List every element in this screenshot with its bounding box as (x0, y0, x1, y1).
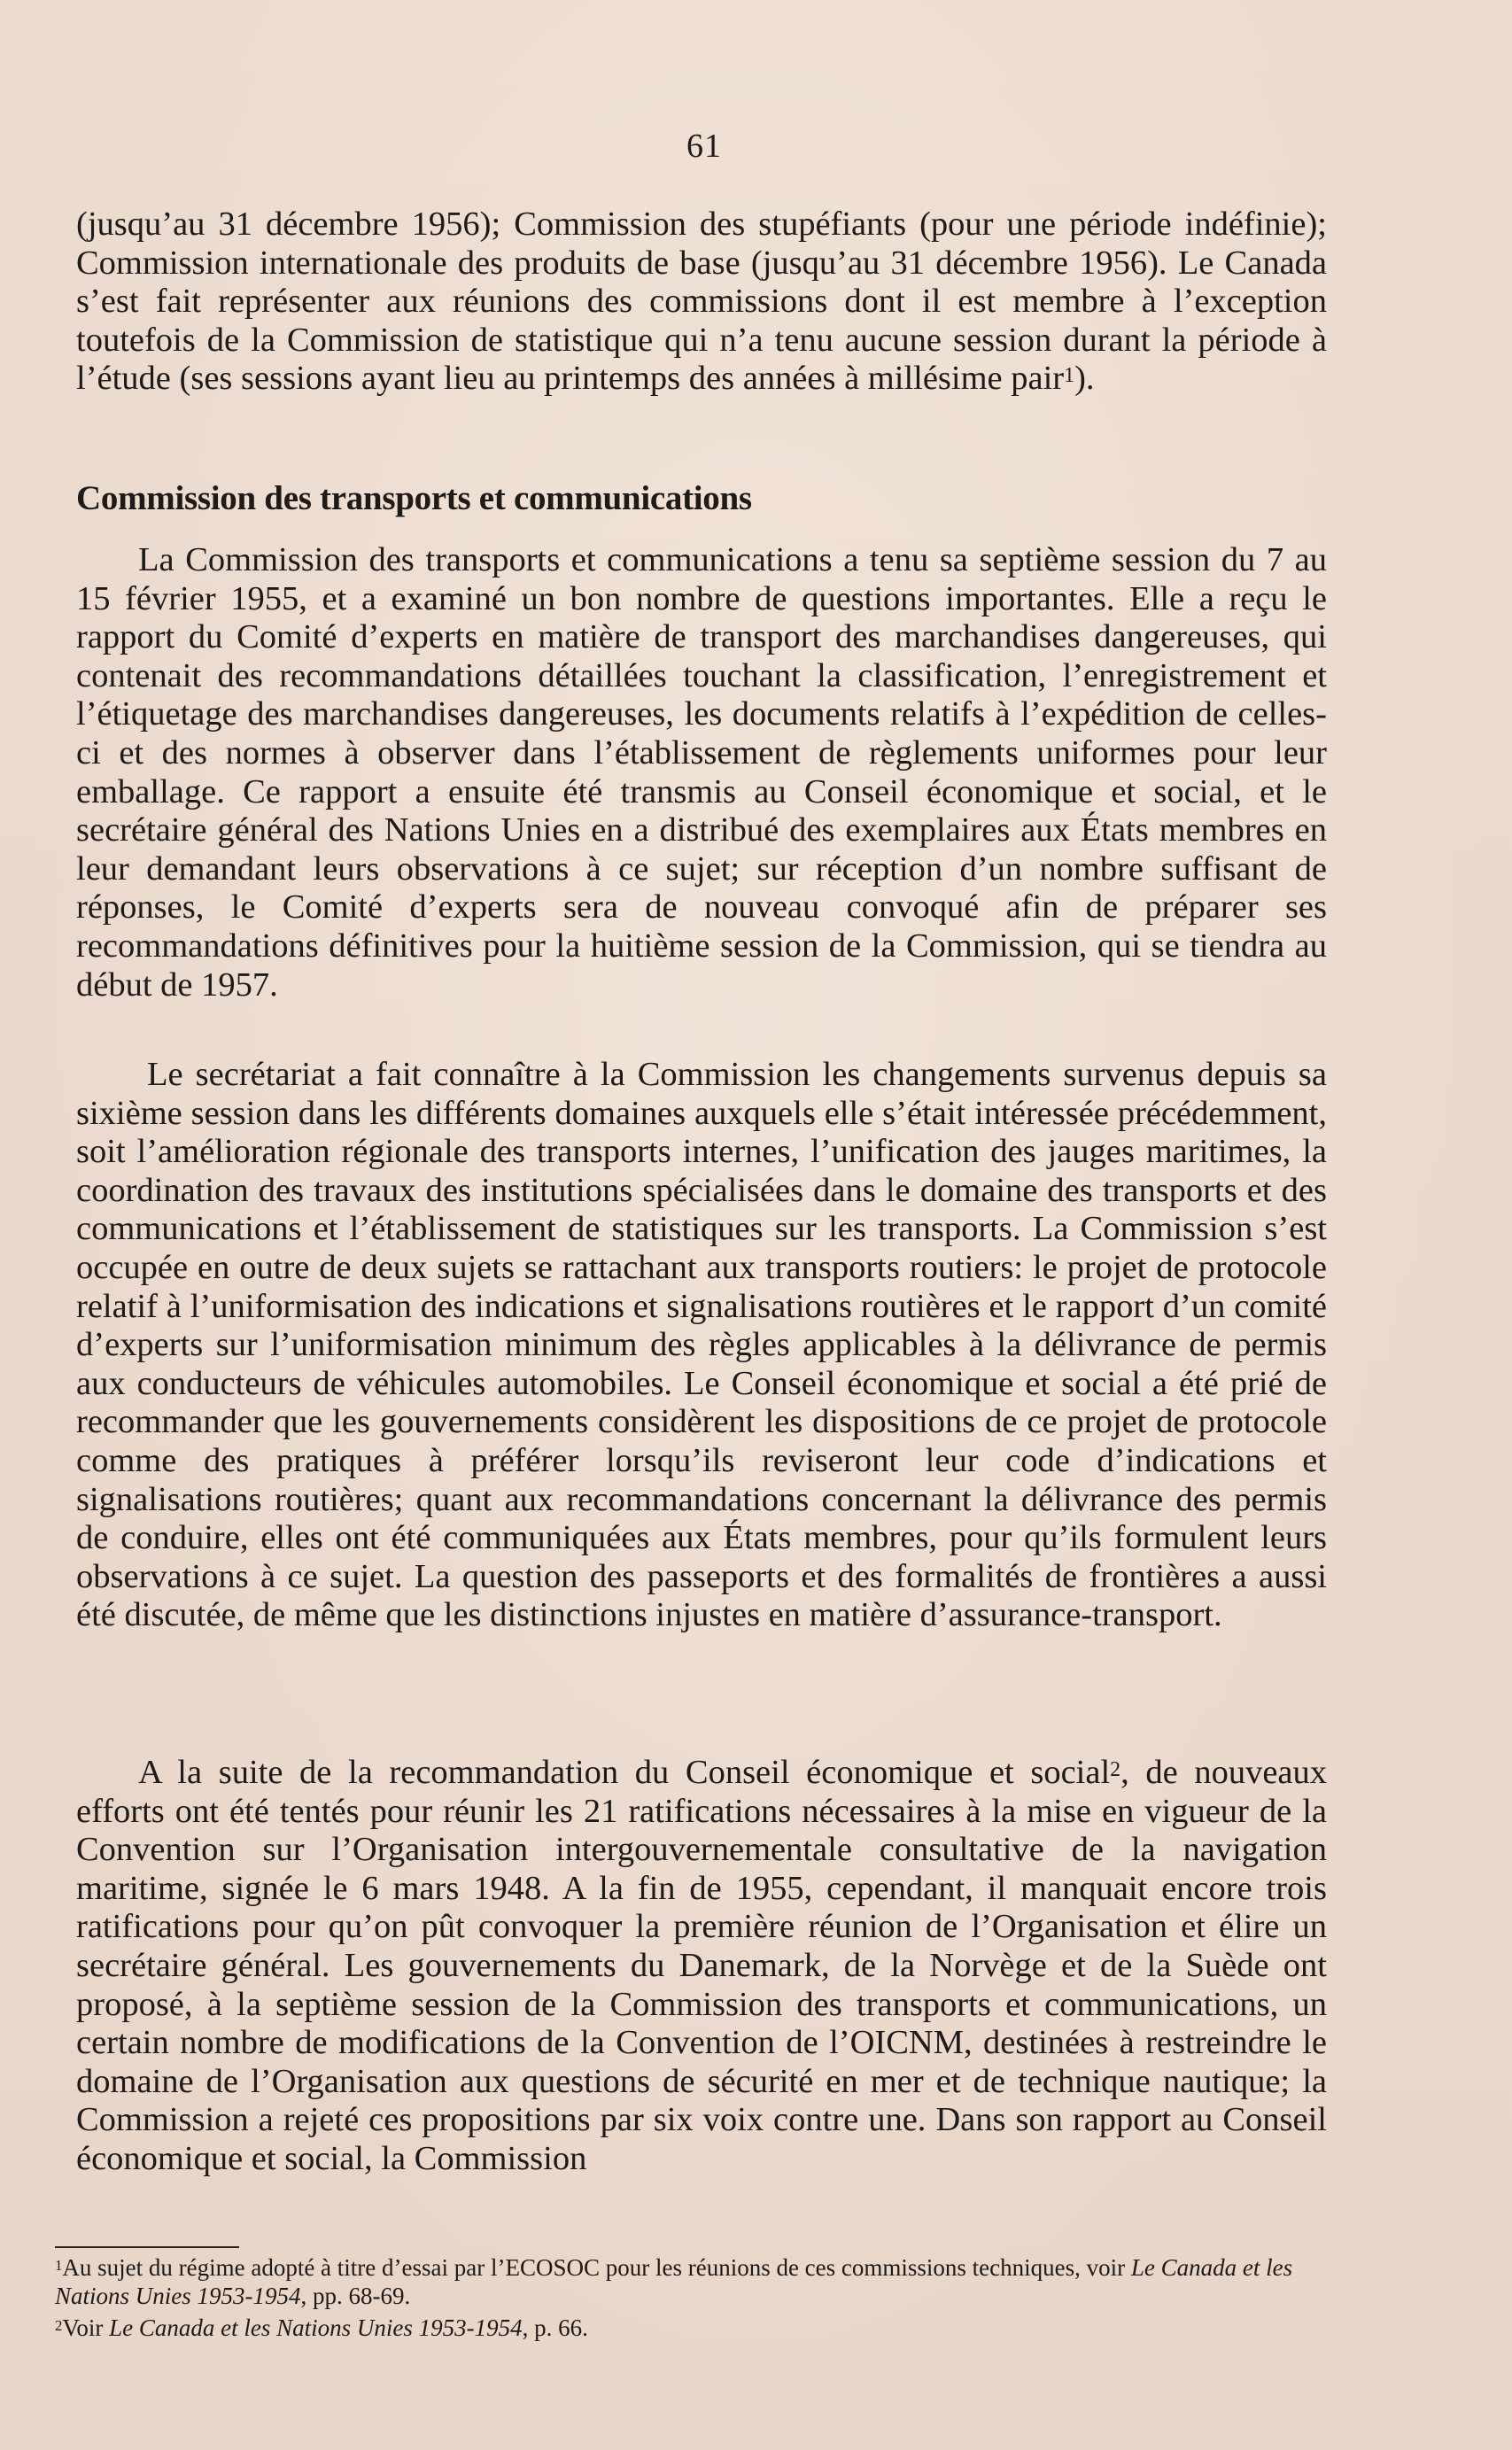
footnote-1-marker: 1 (55, 2257, 63, 2275)
paragraph-3-text (76, 1754, 1327, 2179)
footnote-2 (55, 2314, 1330, 2342)
footnote-2-text-after: , p. 66. (522, 2314, 588, 2341)
footnote-2-source: Le Canada et les Nations Unies 1953-1954 (109, 2314, 523, 2341)
footnotes (55, 2253, 1330, 2342)
section-heading: Commission des transports et communications (76, 479, 752, 517)
footnote-2-marker: 2 (55, 2317, 63, 2335)
footnote-1-source: Le Canada et les Nations Unies 1953-1954 (55, 2254, 1293, 2309)
footnote-ref-2[interactable]: 2 (1110, 1757, 1121, 1781)
footnote-divider (55, 2246, 239, 2248)
paragraph-2-text: Le secrétariat a fait connaître à la Commission les changements survenus depuis sa sixième session dans les différents domaines auxquels elle s’était intéressée précédemment, soit l’amélioration régionale des transports internes, l’unification des jauges maritimes, la coordination des travaux des institutions spécialisées dans le domaine des transports et des communications et l’établissement de statistiques sur les transports. La Commission s’est occupée en outre de deux sujets se rattachant aux transports routiers: le projet de protocole relatif à l’uniformisation des indications et signalisations routières et le rapport d’un comité d’experts sur l’uniformisation minimum des règles applicables à la délivrance de permis aux conducteurs de véhicules automobiles. Le Conseil économique et social a été prié de recommander que les gouvernements considèrent les dispositions de ce projet de protocole comme des pratiques à préférer lorsqu’ils reviseront leur code d’indications et signalisations routières; quant aux recommandations concernant la délivrance des permis de conduire, elles ont été communiquées aux États membres, pour qu’ils formulent leurs observations à ce sujet. La question des passeports et des formalités de frontières a aussi été discutée, de même que les distinctions injustes en matière d’assurance-transport. (76, 1056, 1327, 1634)
footnote-2-text-before: Voir (62, 2314, 110, 2341)
continuation-paragraph (76, 205, 1327, 399)
paragraph-3-text-after: , de nouveaux efforts ont été tentés pour réunir les 21 ratifications nécessaires à la mise en vigueur de la Convention sur l’Organisation intergouvernementale consultative de la navigation maritime, signée le 6 mars 1948. A la fin de 1955, cependant, il manquait encore trois ratifications pour qu’on pût convoquer la première réunion de l’Organisation et élire un secrétaire général. Les gouvernements du Danemark, de la Norvège et de la Suède ont proposé, à la septième session de la Commission des transports et communications, un certain nombre de modifications de la Convention de l’OICNM, destinées à restreindre le domaine de l’Organisation aux questions de sécurité en mer et de technique nautique; la Commission a rejeté ces propositions par six voix contre une. Dans son rapport au Conseil économique et social, la Commission (76, 1754, 1328, 2177)
page-number: 61 (686, 128, 722, 165)
footnote-1 (55, 2253, 1330, 2310)
footnote-ref-1[interactable]: 1 (1064, 364, 1075, 388)
paragraph-3-text-before: A la suite de la recommandation du Conseil économique et social (138, 1754, 1111, 1791)
footnote-1-text-before: Au sujet du régime adopté à titre d’essai par l’ECOSOC pour les réunions de ces commissions techniques, voir (62, 2254, 1131, 2281)
body-paragraph-3 (76, 1754, 1327, 2179)
continuation-text (76, 205, 1327, 399)
body-paragraph-1 (76, 541, 1327, 1004)
continuation-text-after: ). (1074, 360, 1095, 398)
continuation-text-before: (jusqu’au 31 décembre 1956); Commission des stupéfiants (pour une période indéfinie); Commission internationale des produits de base (jusqu’au 31 décembre 1956). Le Canada s’est fait représenter aux réunions des commissions dont il est membre à l’exception toutefois de la Commission de statistique qui n’a tenu aucune session durant la période à l’étude (ses sessions ayant lieu au printemps des années à millésime pair (76, 205, 1327, 398)
footnote-1-text-after: , pp. 68-69. (300, 2283, 411, 2309)
paragraph-1-text: La Commission des transports et communications a tenu sa septième session du 7 au 15 février 1955, et a examiné un bon nombre de questions importantes. Elle a reçu le rapport du Comité d’experts en matière de transport des marchandises dangereuses, qui contenait des recommandations détaillées touchant la classification, l’enregistrement et l’étiquetage des marchandises dangereuses, les documents relatifs à l’expédition de celles-ci et des normes à observer dans l’établissement de règlements uniformes pour leur emballage. Ce rapport a ensuite été transmis au Conseil économique et social, et le secrétaire général des Nations Unies en a distribué des exemplaires aux États membres en leur demandant leurs observations à ce sujet; sur réception d’un nombre suffisant de réponses, le Comité d’experts sera de nouveau convoqué afin de préparer ses recommandations définitives pour la huitième session de la Commission, qui se tiendra au début de 1957. (76, 541, 1327, 1004)
body-paragraph-2 (76, 1056, 1327, 1635)
